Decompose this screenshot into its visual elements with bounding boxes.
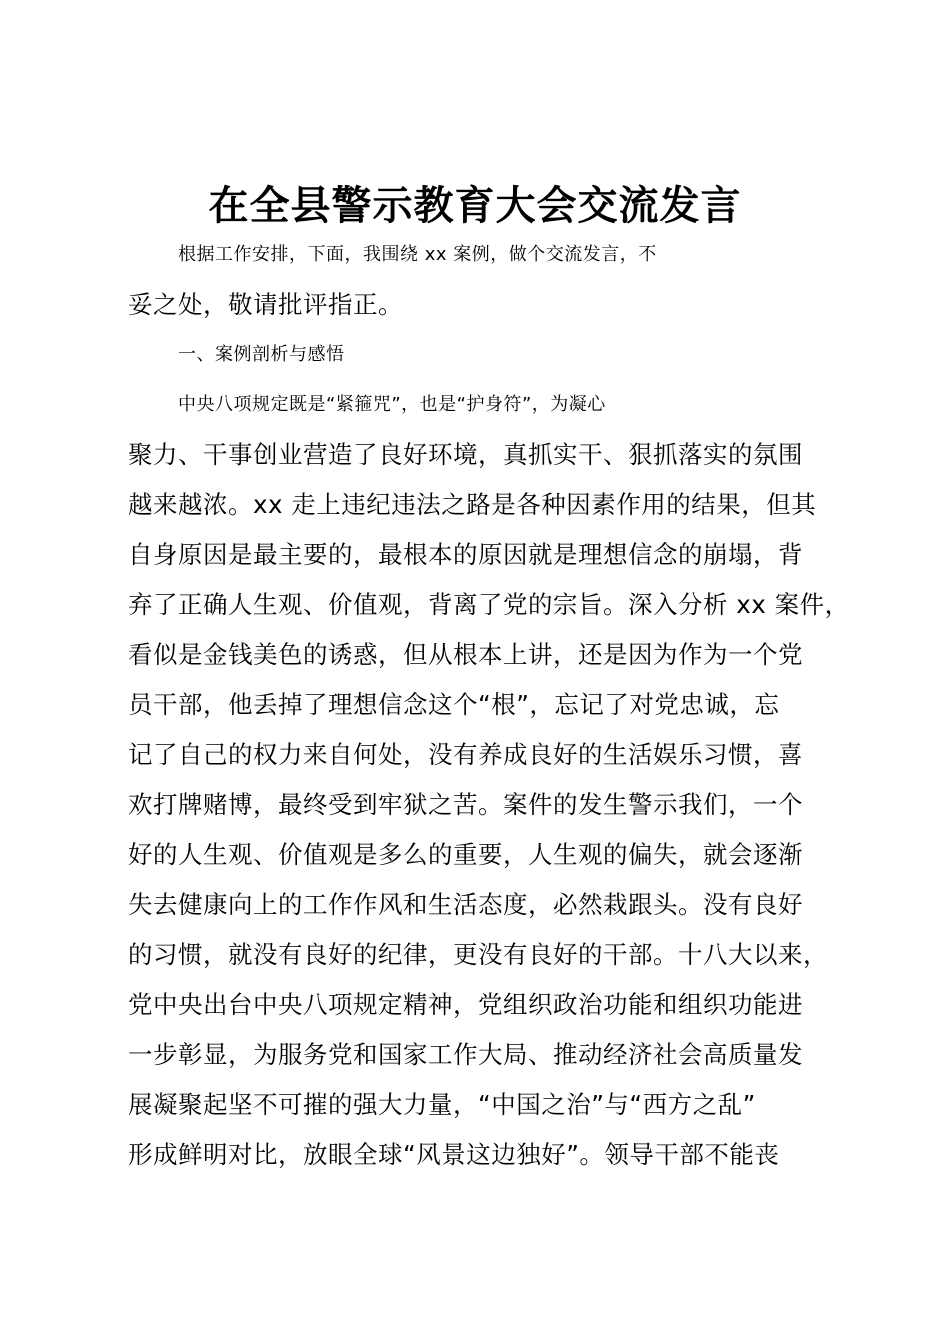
paragraph-line: 看似是金钱美色的诱惑，但从根本上讲，还是因为作为一个党 [128, 640, 803, 669]
paragraph-line: 展凝聚起坚不可摧的强大力量，“中国之治”与“西方之乱” [128, 1090, 756, 1119]
paragraph-line: 妥之处，敬请批评指正。 [128, 290, 403, 319]
paragraph-line: 自身原因是最主要的，最根本的原因就是理想信念的崩塌，背 [128, 540, 803, 569]
paragraph-line: 聚力、干事创业营造了良好环境，真抓实干、狠抓落实的氛围 [128, 440, 803, 469]
paragraph-line: 越来越浓。xx 走上违纪违法之路是各种因素作用的结果，但其 [128, 490, 817, 519]
section-heading: 一、案例剖析与感悟 [178, 344, 345, 365]
paragraph-line: 根据工作安排，下面，我围绕 xx 案例，做个交流发言，不 [178, 244, 657, 265]
paragraph-line: 员干部，他丢掉了理想信念这个“根”，忘记了对党忠诚，忘 [128, 690, 780, 719]
paragraph-line: 党中央出台中央八项规定精神，党组织政治功能和组织功能进 [128, 990, 803, 1019]
paragraph-line: 失去健康向上的工作作风和生活态度，必然栽跟头。没有良好 [128, 890, 803, 919]
document-title: 在全县警示教育大会交流发言 [208, 182, 742, 229]
paragraph-line: 弃了正确人生观、价值观，背离了党的宗旨。深入分析 xx 案件， [128, 590, 850, 619]
paragraph-line: 记了自己的权力来自何处，没有养成良好的生活娱乐习惯，喜 [128, 740, 803, 769]
paragraph-line: 一步彰显，为服务党和国家工作大局、推动经济社会高质量发 [128, 1040, 803, 1069]
paragraph-line: 的习惯，就没有良好的纪律，更没有良好的干部。十八大以来， [128, 940, 828, 969]
paragraph-line: 形成鲜明对比，放眼全球“风景这边独好”。领导干部不能丧 [128, 1140, 780, 1169]
paragraph-line: 中央八项规定既是“紧箍咒”，也是“护身符”，为凝心 [178, 394, 606, 415]
paragraph-line: 欢打牌赌博，最终受到牢狱之苦。案件的发生警示我们，一个 [128, 790, 803, 819]
paragraph-line: 好的人生观、价值观是多么的重要，人生观的偏失，就会逐渐 [128, 840, 803, 869]
